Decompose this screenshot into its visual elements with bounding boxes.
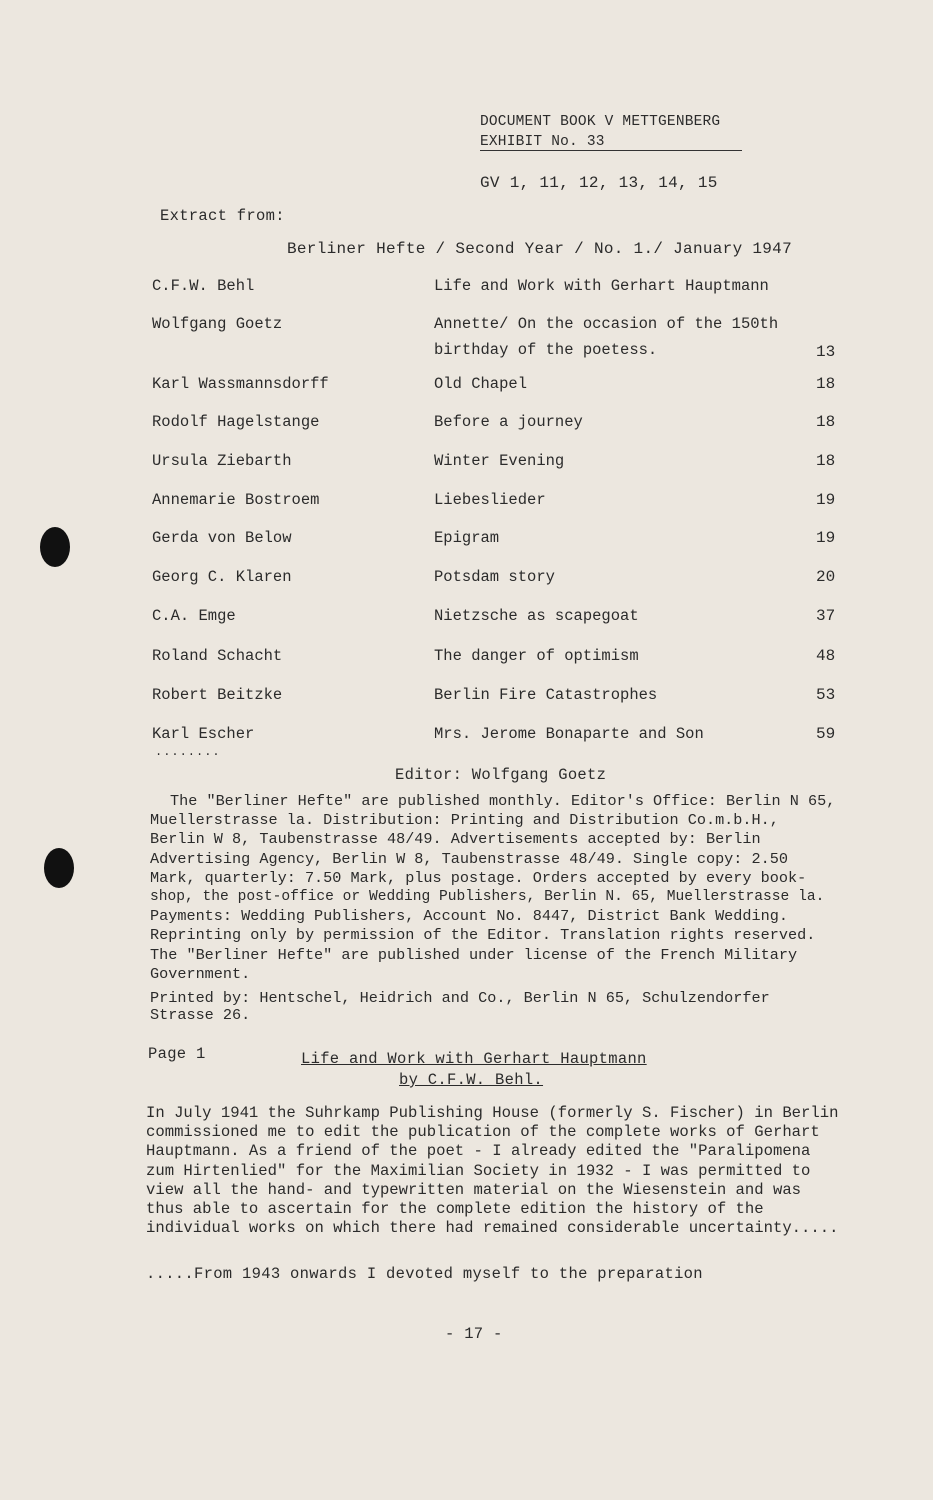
toc-author: Roland Schacht xyxy=(152,647,283,665)
toc-page: 48 xyxy=(816,647,836,665)
toc-row xyxy=(152,277,852,299)
toc-page: 18 xyxy=(816,413,836,431)
text-line: zum Hirtenlied" for the Maximilian Society in 1932 - I was permitted to xyxy=(146,1161,811,1180)
article-continuation: .....From 1943 onwards I devoted myself to the preparation xyxy=(146,1265,703,1283)
text-line: view all the hand- and typewritten material on the Wiesenstein and was xyxy=(146,1180,802,1199)
toc-author: C.A. Emge xyxy=(152,607,236,625)
toc-title: Nietzsche as scapegoat xyxy=(434,607,639,625)
toc-row xyxy=(152,375,852,397)
publication-info xyxy=(150,792,900,984)
toc-page: 20 xyxy=(816,568,836,586)
article-body xyxy=(146,1104,906,1238)
text-line: thus able to ascertain for the complete edition the history of the xyxy=(146,1200,764,1219)
toc-row xyxy=(152,725,852,747)
text-line: Hauptmann. As a friend of the poet - I already edited the "Paralipomena xyxy=(146,1142,811,1161)
toc-author: Gerda von Below xyxy=(152,529,292,547)
toc-author: Wolfgang Goetz xyxy=(152,315,283,333)
toc-row xyxy=(152,452,852,474)
toc-title: Epigram xyxy=(434,529,500,547)
article-title: Life and Work with Gerhart Hauptmann xyxy=(301,1050,647,1068)
toc-author: C.F.W. Behl xyxy=(152,277,255,295)
text-line: Advertising Agency, Berlin W 8, Taubenstrasse 48/49. Single copy: 2.50 xyxy=(150,849,788,868)
text-line: shop, the post-office or Wedding Publishers, Berlin N. 65, Muellerstrasse la. xyxy=(150,889,825,906)
toc-row xyxy=(152,529,852,551)
toc-author: Karl Escher xyxy=(152,725,255,743)
toc-row xyxy=(152,413,852,435)
toc-page: 59 xyxy=(816,725,836,743)
toc-page: 37 xyxy=(816,607,836,625)
toc-row xyxy=(152,568,852,590)
toc-author: Ursula Ziebarth xyxy=(152,452,292,470)
ellipsis: ........ xyxy=(155,745,221,759)
toc-title: Berlin Fire Catastrophes xyxy=(434,686,658,704)
toc-row xyxy=(152,607,852,629)
printer-info xyxy=(150,990,900,1024)
toc-title-continuation: birthday of the poetess. xyxy=(434,341,658,359)
toc-row xyxy=(152,315,852,337)
toc-title: Before a journey xyxy=(434,413,583,431)
toc-author: Karl Wassmannsdorff xyxy=(152,375,329,393)
toc-title: Mrs. Jerome Bonaparte and Son xyxy=(434,725,704,743)
text-line: individual works on which there had remained considerable uncertainty..... xyxy=(146,1219,839,1238)
document-book-line: DOCUMENT BOOK V METTGENBERG xyxy=(480,114,721,130)
text-line: Payments: Wedding Publishers, Account No. 8447, District Bank Wedding. xyxy=(150,907,788,926)
text-line: Muellerstrasse la. Distribution: Printing and Distribution Co.m.b.H., xyxy=(150,811,779,830)
toc-row-continuation xyxy=(152,341,852,363)
toc-title: Potsdam story xyxy=(434,568,555,586)
extract-label: Extract from: xyxy=(160,207,285,225)
toc-page: 18 xyxy=(816,452,836,470)
punch-hole-top xyxy=(40,527,70,567)
article-page-label: Page 1 xyxy=(148,1045,206,1063)
toc-author: Rodolf Hagelstange xyxy=(152,413,320,431)
toc-author: Annemarie Bostroem xyxy=(152,491,320,509)
toc-title: Life and Work with Gerhart Hauptmann xyxy=(434,277,769,295)
toc-row xyxy=(152,647,852,669)
toc-author: Georg C. Klaren xyxy=(152,568,292,586)
footer-page-number: - 17 - xyxy=(445,1325,503,1343)
toc-page: 53 xyxy=(816,686,836,704)
text-line: The "Berliner Hefte" are published monthly. Editor's Office: Berlin N 65, xyxy=(170,792,836,810)
gv-line: GV 1, 11, 12, 13, 14, 15 xyxy=(480,174,718,192)
toc-row xyxy=(152,491,852,513)
text-line: commissioned me to edit the publication of the complete works of Gerhart xyxy=(146,1123,820,1142)
toc-title: Winter Evening xyxy=(434,452,565,470)
toc-page: 13 xyxy=(816,343,836,361)
toc-title: Annette/ On the occasion of the 150th xyxy=(434,315,779,333)
toc-author: Robert Beitzke xyxy=(152,686,283,704)
text-line: The "Berliner Hefte" are published under license of the French Military xyxy=(150,945,798,964)
punch-hole-bottom xyxy=(44,848,74,888)
text-line: Berlin W 8, Taubenstrasse 48/49. Advertisements accepted by: Berlin xyxy=(150,830,761,849)
exhibit-number: EXHIBIT No. 33 xyxy=(480,134,742,151)
text-line: Reprinting only by permission of the Editor. Translation rights reserved. xyxy=(150,926,816,945)
toc-title: The danger of optimism xyxy=(434,647,639,665)
article-byline: by C.F.W. Behl. xyxy=(399,1071,544,1089)
text-line: Strasse 26. xyxy=(150,1006,251,1024)
text-line: Government. xyxy=(150,964,251,983)
text-line: Mark, quarterly: 7.50 Mark, plus postage. Orders accepted by every book- xyxy=(150,868,807,887)
toc-page: 19 xyxy=(816,491,836,509)
toc-title: Old Chapel xyxy=(434,375,528,393)
toc-page: 19 xyxy=(816,529,836,547)
toc-page: 18 xyxy=(816,375,836,393)
toc-title: Liebeslieder xyxy=(434,491,546,509)
text-line: In July 1941 the Suhrkamp Publishing House (formerly S. Fischer) in Berlin xyxy=(146,1104,839,1122)
toc-row xyxy=(152,686,852,708)
editor-line: Editor: Wolfgang Goetz xyxy=(395,766,607,784)
text-line: Printed by: Hentschel, Heidrich and Co., Berlin N 65, Schulzendorfer xyxy=(150,989,770,1007)
source-line: Berliner Hefte / Second Year / No. 1./ January 1947 xyxy=(287,240,792,258)
